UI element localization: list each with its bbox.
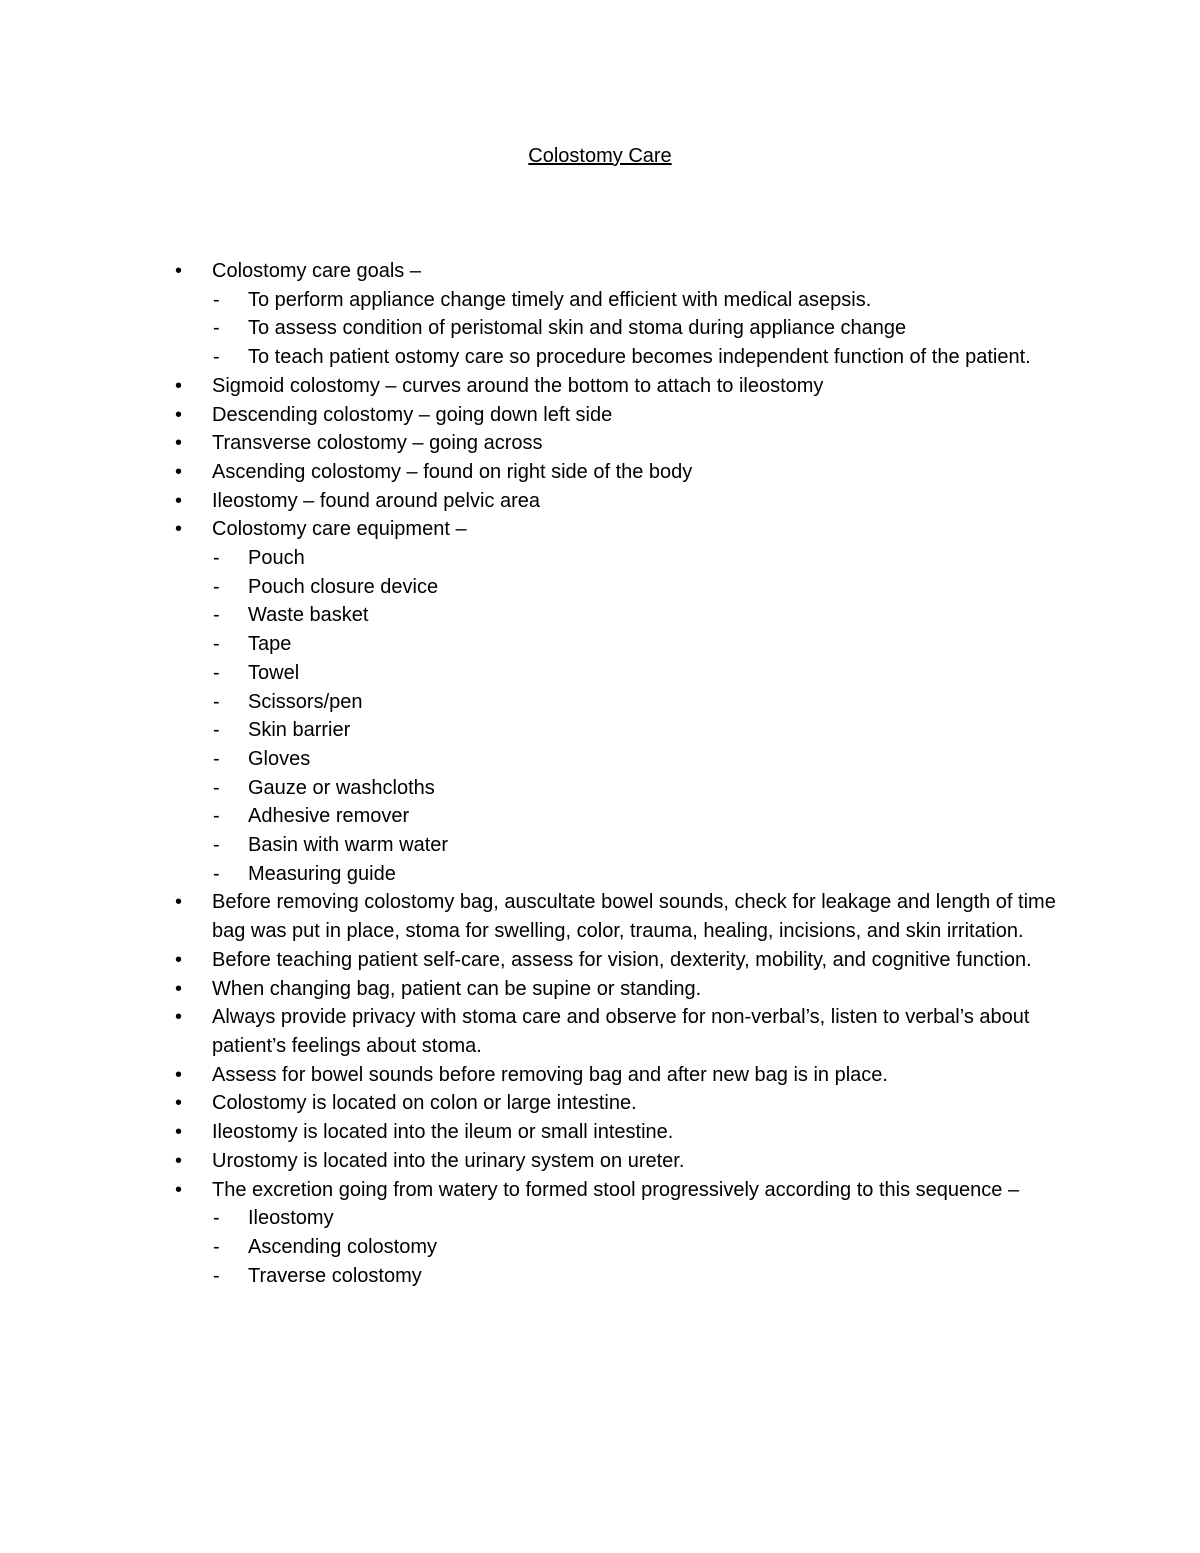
list-item-text: Before teaching patient self-care, assess for vision, dexterity, mobility, and cognitive function.	[212, 948, 1032, 971]
dash-icon: -	[213, 661, 220, 684]
sub-list-item	[168, 1233, 1058, 1262]
sub-list-item-text: Adhesive remover	[248, 805, 410, 828]
list-item	[168, 1118, 1058, 1147]
list-item-text: Always provide privacy with stoma care and observe for non-verbal’s, listen to verbal’s about patient’s feelings about stoma.	[212, 1006, 1030, 1057]
list-item	[168, 1003, 1058, 1060]
bullet-icon: •	[175, 460, 183, 483]
list-item-text: The excretion going from watery to formed stool progressively according to this sequence –	[212, 1178, 1020, 1201]
sub-list-item	[168, 774, 1058, 803]
sub-list-item-text: Tape	[248, 633, 292, 656]
bullet-icon: •	[175, 489, 183, 512]
sub-list-item	[168, 343, 1058, 372]
sub-list-item	[168, 286, 1058, 315]
list-item-text: Before removing colostomy bag, auscultate bowel sounds, check for leakage and length of time bag was put in place, stoma for swelling, color, trauma, healing, incisions, and skin irritation.	[212, 891, 1056, 943]
dash-icon: -	[213, 747, 220, 770]
sub-list-item	[168, 1204, 1058, 1233]
dash-icon: -	[213, 547, 220, 570]
bullet-icon: •	[175, 977, 183, 1000]
list-item	[168, 372, 1058, 401]
list-item	[168, 946, 1058, 975]
list-item	[168, 487, 1058, 516]
dash-icon: -	[213, 1264, 220, 1287]
sub-list-item-text: Measuring guide	[248, 862, 396, 885]
sub-list-item-text: Ileostomy	[248, 1207, 334, 1230]
bullet-icon: •	[175, 1149, 183, 1172]
list-item	[168, 515, 1058, 544]
sub-list-item	[168, 601, 1058, 630]
list-item	[168, 1089, 1058, 1118]
sub-list-item-text: Gloves	[248, 747, 311, 770]
sub-list-item-text: Basin with warm water	[248, 834, 449, 857]
dash-icon: -	[213, 633, 220, 656]
dash-icon: -	[213, 1235, 220, 1258]
bullet-icon: •	[175, 1178, 183, 1201]
list-item-text: Ascending colostomy – found on right side of the body	[212, 460, 693, 483]
list-item	[168, 1061, 1058, 1090]
bullet-icon: •	[175, 1063, 183, 1086]
list-item-text: Sigmoid colostomy – curves around the bottom to attach to ileostomy	[212, 374, 824, 397]
list-item-text: Transverse colostomy – going across	[212, 432, 543, 455]
sub-list-item	[168, 802, 1058, 831]
sub-list-item	[168, 630, 1058, 659]
list-item	[168, 401, 1058, 430]
dash-icon: -	[213, 604, 220, 627]
sub-list-item	[168, 544, 1058, 573]
sub-list-item-text: Gauze or washcloths	[248, 776, 435, 799]
sub-list-item	[168, 860, 1058, 889]
sub-list-item-text: To teach patient ostomy care so procedure becomes independent function of the patient.	[248, 346, 1031, 369]
list-item-text: Ileostomy – found around pelvic area	[212, 489, 540, 512]
bullet-list	[168, 257, 1058, 1290]
list-item	[168, 975, 1058, 1004]
sub-list-item-text: To assess condition of peristomal skin and stoma during appliance change	[248, 317, 907, 340]
bullet-icon: •	[175, 891, 183, 914]
bullet-icon: •	[175, 260, 183, 282]
list-item-text: Ileostomy is located into the ileum or small intestine.	[212, 1121, 674, 1144]
bullet-icon: •	[175, 1006, 183, 1029]
list-item-text: Assess for bowel sounds before removing bag and after new bag is in place.	[212, 1063, 888, 1086]
dash-icon: -	[213, 575, 220, 598]
sub-list-item	[168, 314, 1058, 343]
bullet-icon: •	[175, 1121, 183, 1144]
sub-list-item	[168, 688, 1058, 717]
sub-list-item	[168, 831, 1058, 860]
bullet-icon: •	[175, 374, 183, 397]
bullet-icon: •	[175, 518, 183, 541]
sub-list-item-text: Towel	[248, 661, 300, 684]
list-item-text: Colostomy is located on colon or large intestine.	[212, 1092, 637, 1115]
list-item-text: Colostomy care goals –	[212, 260, 421, 282]
dash-icon: -	[213, 805, 220, 828]
dash-icon: -	[213, 690, 220, 713]
sub-list	[168, 1204, 1058, 1290]
sub-list-item-text: Pouch	[248, 547, 305, 570]
sub-list-item-text: Scissors/pen	[248, 690, 363, 713]
sub-list-item-text: Skin barrier	[248, 719, 351, 742]
list-item-text: Colostomy care equipment –	[212, 518, 467, 541]
sub-list-item-text: To perform appliance change timely and efficient with medical asepsis.	[248, 288, 872, 311]
list-item	[168, 888, 1058, 945]
list-item-text: Descending colostomy – going down left side	[212, 403, 613, 426]
bullet-icon: •	[175, 948, 183, 971]
list-item	[168, 1176, 1058, 1205]
sub-list-item	[168, 1262, 1058, 1291]
dash-icon: -	[213, 1207, 220, 1230]
sub-list-item	[168, 716, 1058, 745]
bullet-icon: •	[175, 432, 183, 455]
sub-list-item	[168, 573, 1058, 602]
dash-icon: -	[213, 776, 220, 799]
list-item	[168, 458, 1058, 487]
sub-list-item-text: Traverse colostomy	[248, 1264, 422, 1287]
sub-list-item-text: Pouch closure device	[248, 575, 439, 598]
dash-icon: -	[213, 862, 220, 885]
sub-list-item-text: Waste basket	[248, 604, 369, 627]
dash-icon: -	[213, 834, 220, 857]
sub-list-item	[168, 659, 1058, 688]
sub-list	[168, 544, 1058, 888]
list-item-text: When changing bag, patient can be supine or standing.	[212, 977, 702, 1000]
page-title: Colostomy Care	[528, 145, 672, 167]
list-item	[168, 1147, 1058, 1176]
bullet-icon: •	[175, 403, 183, 426]
sub-list-item	[168, 745, 1058, 774]
sub-list-item-text: Ascending colostomy	[248, 1235, 437, 1258]
dash-icon: -	[213, 719, 220, 742]
dash-icon: -	[213, 288, 220, 311]
bullet-icon: •	[175, 1092, 183, 1115]
list-item-text: Urostomy is located into the urinary system on ureter.	[212, 1149, 685, 1172]
sub-list	[168, 286, 1058, 372]
dash-icon: -	[213, 317, 220, 340]
list-item	[168, 429, 1058, 458]
list-item	[168, 257, 1058, 286]
dash-icon: -	[213, 346, 220, 369]
